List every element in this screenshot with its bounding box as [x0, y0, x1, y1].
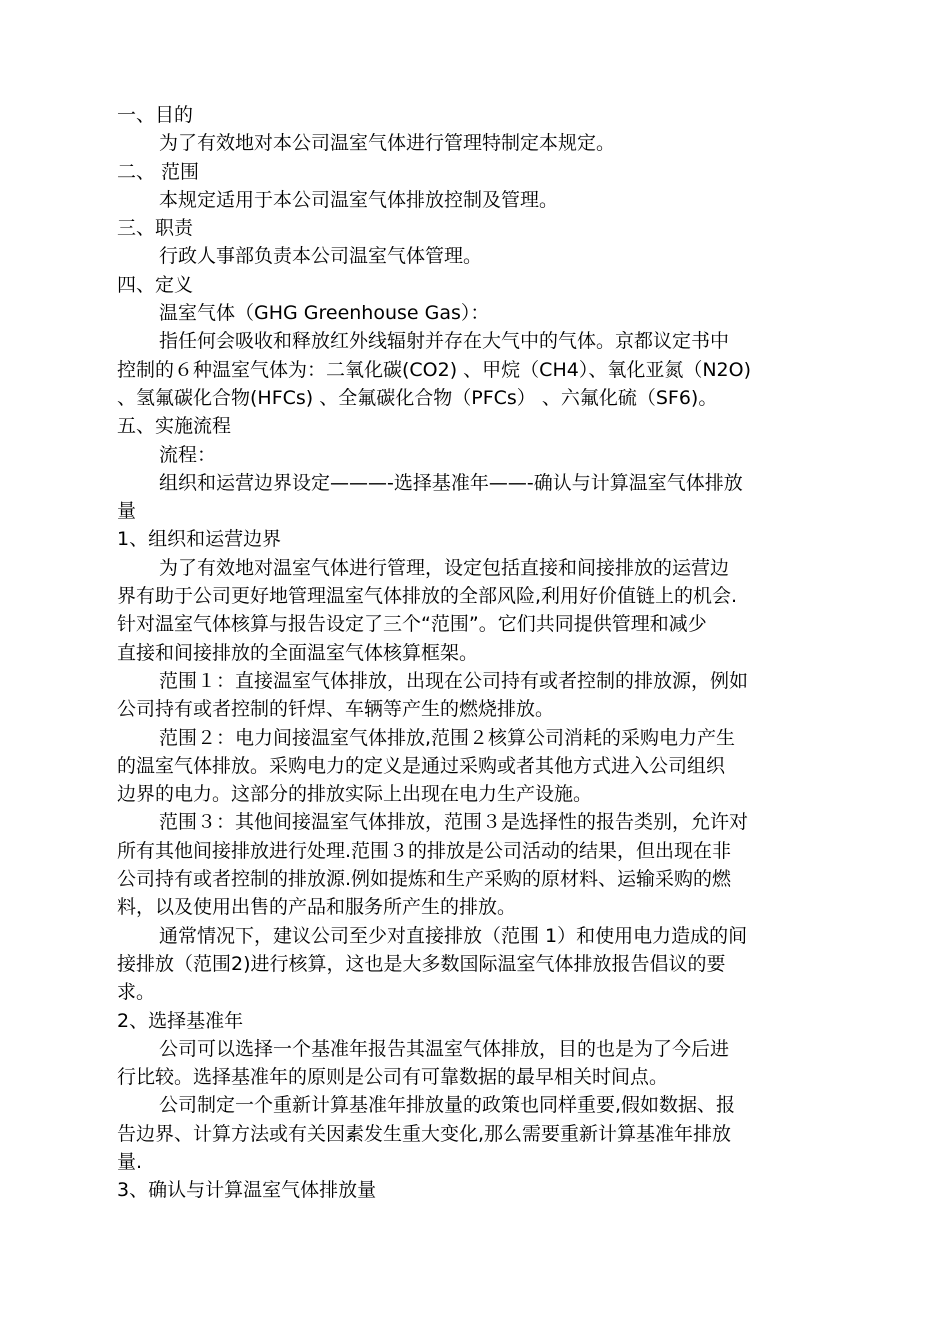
paragraph-line: 控制的６种温室气体为：二氧化碳(CO2) 、甲烷（CH4）、氧化亚氮（N2O)	[117, 358, 751, 381]
paragraph-line: 温室气体（GHG Greenhouse Gas）：	[159, 302, 490, 325]
paragraph-line: 的温室气体排放。采购电力的定义是通过采购或者其他方式进入公司组织	[117, 754, 726, 777]
paragraph-line: 直接和间接排放的全面温室气体核算框架。	[117, 641, 479, 664]
paragraph-line: 边界的电力。这部分的排放实际上出现在电力生产设施。	[117, 783, 593, 806]
paragraph-line: 料，以及使用出售的产品和服务所产生的排放。	[117, 896, 517, 919]
paragraph-line: 量	[117, 500, 137, 523]
section-heading-definition: 四、定义	[117, 273, 194, 296]
subsection-heading-calculation: 3、确认与计算温室气体排放量	[117, 1179, 377, 1202]
paragraph-line: 指任何会吸收和释放红外线辐射并存在大气中的气体。京都议定书中	[159, 330, 730, 353]
paragraph-line: 接排放（范围2)进行核算，这也是大多数国际温室气体排放报告倡议的要	[117, 952, 726, 975]
paragraph-line: 求。	[117, 981, 156, 1004]
paragraph-line: 为了有效地对本公司温室气体进行管理特制定本规定。	[159, 132, 616, 155]
subsection-heading-base-year: 2、选择基准年	[117, 1009, 244, 1032]
paragraph-line: 流程：	[159, 443, 217, 466]
paragraph-line: 所有其他间接排放进行处理.范围３的排放是公司活动的结果，但出现在非	[117, 839, 732, 862]
section-heading-duties: 三、职责	[117, 217, 194, 240]
paragraph-line: 行政人事部负责本公司温室气体管理。	[159, 245, 483, 268]
paragraph-line: 组织和运营边界设定———-选择基准年——-确认与计算温室气体排放	[159, 471, 743, 494]
paragraph-line: 、氢氟碳化合物(HFCs) 、全氟碳化合物（PFCs） 、六氟化硫（SF6)。	[117, 386, 718, 409]
section-heading-process: 五、实施流程	[117, 415, 232, 438]
paragraph-line: 量.	[117, 1150, 143, 1173]
paragraph-line: 范围１：直接温室气体排放，出现在公司持有或者控制的排放源，例如	[159, 669, 749, 692]
paragraph-line: 公司持有或者控制的排放源.例如提炼和生产采购的原材料、运输采购的燃	[117, 868, 732, 891]
document-page	[117, 101, 851, 1205]
paragraph-line: 界有助于公司更好地管理温室气体排放的全部风险,利用好价值链上的机会.	[117, 585, 738, 608]
paragraph-line: 通常情况下，建议公司至少对直接排放（范围 1）和使用电力造成的间	[159, 924, 748, 947]
paragraph-line: 公司可以选择一个基准年报告其温室气体排放，目的也是为了今后进	[159, 1037, 730, 1060]
paragraph-line: 行比较。选择基准年的原则是公司有可靠数据的最早相关时间点。	[117, 1066, 669, 1089]
paragraph-line: 针对温室气体核算与报告设定了三个“范围”。它们共同提供管理和减少	[117, 613, 707, 636]
section-heading-purpose: 一、目的	[117, 104, 194, 126]
section-heading-scope: 二、 范围	[117, 160, 200, 183]
paragraph-line: 为了有效地对温室气体进行管理，设定包括直接和间接排放的运营边	[159, 556, 730, 579]
paragraph-line: 告边界、计算方法或有关因素发生重大变化,那么需要重新计算基准年排放	[117, 1122, 732, 1145]
paragraph-line: 公司持有或者控制的钎焊、车辆等产生的燃烧排放。	[117, 698, 555, 721]
paragraph-line: 范围３：其他间接温室气体排放，范围３是选择性的报告类别，允许对	[159, 811, 749, 834]
paragraph-line: 公司制定一个重新计算基准年排放量的政策也同样重要,假如数据、报	[159, 1094, 736, 1117]
subsection-heading-boundary: 1、组织和运营边界	[117, 528, 282, 551]
paragraph-line: 本规定适用于本公司温室气体排放控制及管理。	[159, 188, 559, 211]
paragraph-line: 范围２：电力间接温室气体排放,范围２核算公司消耗的采购电力产生	[159, 726, 736, 749]
